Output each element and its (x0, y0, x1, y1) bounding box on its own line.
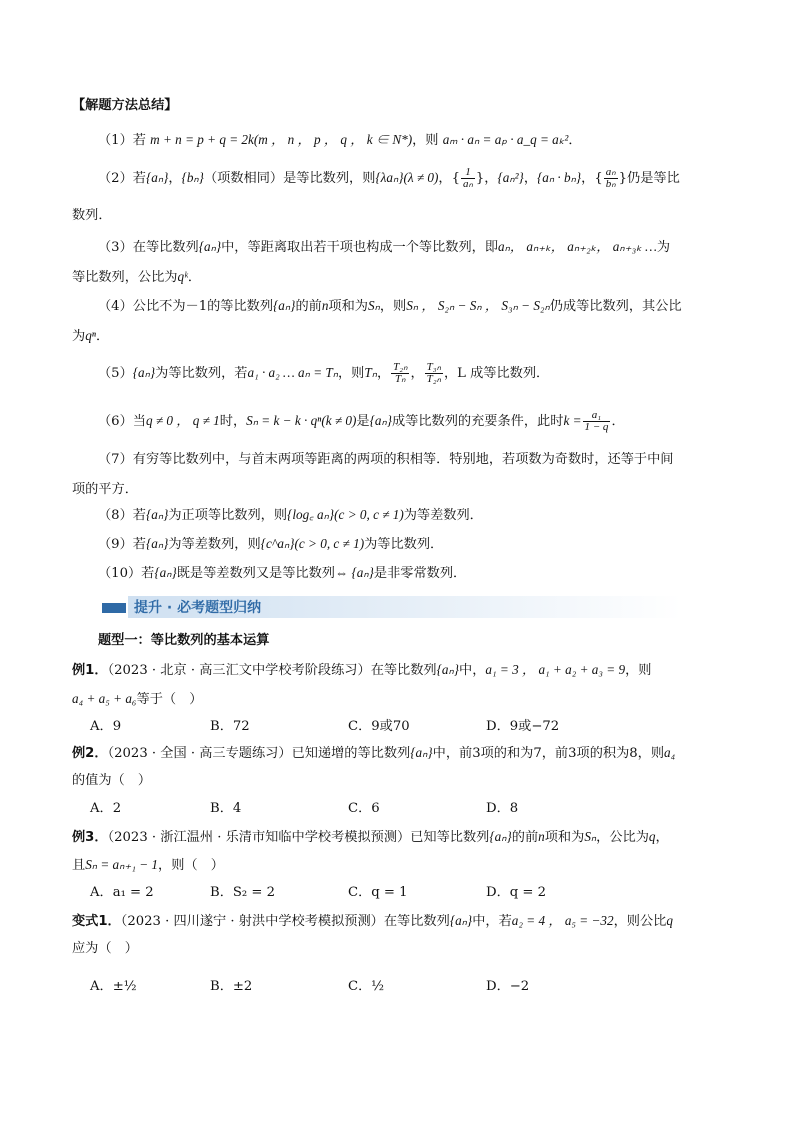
option-c[interactable]: C．9或70 (348, 719, 410, 734)
banner-title: 提升 · 必考题型归纳 (134, 600, 262, 616)
variant-1-stem: 变式1．（2023 · 四川遂宁 · 射洪中学校考模拟预测）在等比数列{aₙ}中，若a₂ = 4 ， a₅ = −32，则公比q (72, 913, 673, 929)
variant-1-stem-cont: 应为（ ） (72, 941, 138, 956)
option-c[interactable]: C．6 (348, 801, 380, 816)
example-3-stem-cont: 且Sₙ = aₙ₊₁ − 1，则（ ） (72, 857, 224, 873)
summary-item-2-cont: 数列． (72, 208, 112, 223)
banner-accent-bar (102, 603, 126, 613)
summary-item-4-cont: 为qⁿ． (72, 328, 110, 344)
option-d[interactable]: D．q = 2 (486, 885, 547, 900)
summary-item-1: （1）若 m + n = p + q = 2k(m ， n ， p ， q ， k ∈ N*)，则 aₘ · aₙ = aₚ · a_q = aₖ²． (98, 132, 582, 148)
option-a[interactable]: A．9 (90, 719, 122, 734)
option-a[interactable]: A．a₁ = 2 (90, 885, 154, 900)
option-b[interactable]: B．4 (210, 801, 242, 816)
summary-item-6: （6）当q ≠ 0 ， q ≠ 1时，Sₙ = k − k · qⁿ(k ≠ 0)是{aₙ}成等比数列的充要条件，此时k = $\frac{\text{a₁}}{1 - q}$ ． (98, 409, 625, 433)
option-d[interactable]: D．8 (486, 801, 519, 816)
option-b[interactable]: B．72 (210, 719, 250, 734)
example-1-stem: 例1．（2023 · 北京 · 高三汇文中学校考阶段练习）在等比数列{aₙ}中，a₁ = 3 ， a₁ + a₂ + a₃ = 9，则 (72, 662, 652, 678)
option-a[interactable]: A．2 (90, 801, 122, 816)
summary-heading: 【解题方法总结】 (72, 98, 178, 113)
option-b[interactable]: B．±2 (210, 979, 253, 994)
summary-item-9: （9）若{aₙ}为等差数列，则{c^aₙ}(c > 0, c ≠ 1)为等比数列． (98, 536, 444, 552)
example-2-stem-cont: 的值为（ ） (72, 773, 152, 788)
example-3-stem: 例3．（2023 · 浙江温州 · 乐清市知临中学校考模拟预测）已知等比数列{aₙ}的前n项和为Sₙ，公比为q， (72, 829, 669, 845)
option-d[interactable]: D．−2 (486, 979, 530, 994)
example-1-stem-cont: a₄ + a₅ + a₆等于（ ） (72, 691, 203, 707)
option-c[interactable]: C．½ (348, 979, 385, 994)
summary-item-4: （4）公比不为－1的等比数列{aₙ}的前n项和为Sₙ，则Sₙ ， S₂ₙ − Sₙ ， S₃ₙ − S₂ₙ仍成等比数列，其公比 (98, 298, 682, 314)
option-c[interactable]: C．q = 1 (348, 885, 408, 900)
summary-item-3: （3）在等比数列{aₙ}中，等距离取出若干项也构成一个等比数列，即aₙ， aₙ₊ₖ， aₙ₊₂ₖ， aₙ₊₃ₖ …为 (98, 239, 670, 255)
summary-item-7-cont: 项的平方． (72, 482, 138, 497)
summary-item-2: （2）若{aₙ}，{bₙ}（项数相同）是等比数列，则{λaₙ}(λ ≠ 0)，{ $\frac{1}{\text{aₙ}}$ }，{aₙ²}，{aₙ · bₙ}，{ $\frac{\text{aₙ}}{\text{bₙ}}$ }仍是等比 (98, 166, 680, 190)
example-2-stem: 例2．（2023 · 全国 · 高三专题练习）已知递增的等比数列{aₙ}中，前3项的和为7，前3项的积为8，则a₄ (72, 745, 676, 761)
summary-item-7: （7）有穷等比数列中，与首末两项等距离的两项的积相等．特别地，若项数为奇数时，还等于中间 (98, 452, 674, 467)
summary-item-8: （8）若{aₙ}为正项等比数列，则{log꜀ aₙ}(c > 0, c ≠ 1)为等差数列． (98, 507, 483, 523)
option-b[interactable]: B．S₂ = 2 (210, 885, 276, 900)
option-a[interactable]: A．±½ (90, 979, 137, 994)
summary-item-3-cont: 等比数列，公比为qᵏ． (72, 269, 201, 285)
section-banner (102, 596, 682, 618)
section-title: 题型一：等比数列的基本运算 (98, 633, 270, 648)
summary-item-10: （10）若{aₙ}既是等差数列又是等比数列⇔ {aₙ}是非零常数列． (98, 565, 467, 581)
option-d[interactable]: D．9或−72 (486, 719, 560, 734)
summary-item-5: （5）{aₙ}为等比数列，若a₁ · a₂ … aₙ = Tₙ，则Tₙ， $\frac{\text{T₂ₙ}}{\text{Tₙ}}$ ， $\frac{\text{T₃ₙ}}{\text{T₂ₙ}}$ ，L 成等比数列． (98, 361, 550, 385)
